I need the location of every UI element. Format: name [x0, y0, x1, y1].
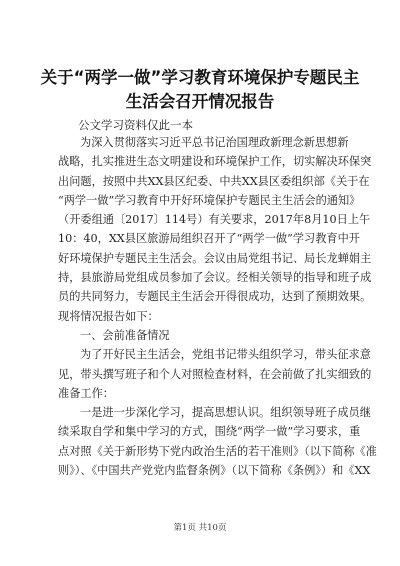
- text-line: 点对照《关于新形势下党内政治生活的若干准则》（以下简称《准: [58, 444, 377, 458]
- title-line: 关于“两学一做”学习教育环境保护专题民主: [40, 68, 360, 87]
- text-line: 为深入贯彻落实习近平总书记治国理政新理念新思想新: [80, 136, 349, 149]
- text-line: （开委组通〔2017〕114号）有关要求，2017年8月10日上午: [58, 213, 371, 227]
- text-line: 员的共同努力，专题民主生活会开得很成功，达到了预期效果。: [58, 290, 372, 304]
- section-heading: 一、会前准备情况: [80, 328, 170, 342]
- text-line: 准备工作：: [58, 386, 114, 400]
- title-line: 生活会召开情况报告: [125, 92, 275, 111]
- text-line: 一是进一步深化学习，提高思想认识。组织领导班子成员继: [80, 406, 371, 420]
- text-line: 见，带头撰写班子和个人对照检查材料，在会前做了扎实细致的: [58, 367, 372, 381]
- paragraph-preparation: [58, 345, 372, 403]
- page-footer: 第1页 共10页: [173, 523, 227, 533]
- paragraph-study: [58, 403, 377, 480]
- paragraph-intro: [58, 133, 372, 326]
- source-note: 公文学习资料仅此一本: [78, 118, 193, 132]
- text-line: 好环境保护专题民主生活会。会议由局党组书记、局长龙蝉娟主: [58, 251, 372, 265]
- document-body: [58, 133, 377, 480]
- text-line: 战略，扎实推进生态文明建设和环境保护工作，切实解决环保突: [58, 155, 372, 169]
- text-line: 出问题，按照中共XX县区纪委、中共XX县区委组织部《关于在: [58, 174, 370, 188]
- document-title: [40, 66, 360, 114]
- text-line: “两学一做”学习教育中开好环境保护专题民主生活会的通知》: [58, 193, 361, 207]
- text-line: 持，县旅游局党组成员参加了会议。经相关领导的指导和班子成: [58, 271, 372, 285]
- text-line: 则》）、《中国共产党党内监督条例》（以下简称《条例》）和《XX: [58, 464, 371, 478]
- text-line: 为了开好民主生活会，党组书记带头组织学习，带头征求意: [80, 348, 371, 362]
- text-line: 续采取自学和集中学习的方式，围绕“两学一做”学习要求，重: [58, 425, 361, 439]
- text-line: 现将情况报告如下：: [58, 309, 159, 323]
- text-line: 10：40，XX县区旅游局组织召开了“两学一做”学习教育中开: [58, 232, 360, 246]
